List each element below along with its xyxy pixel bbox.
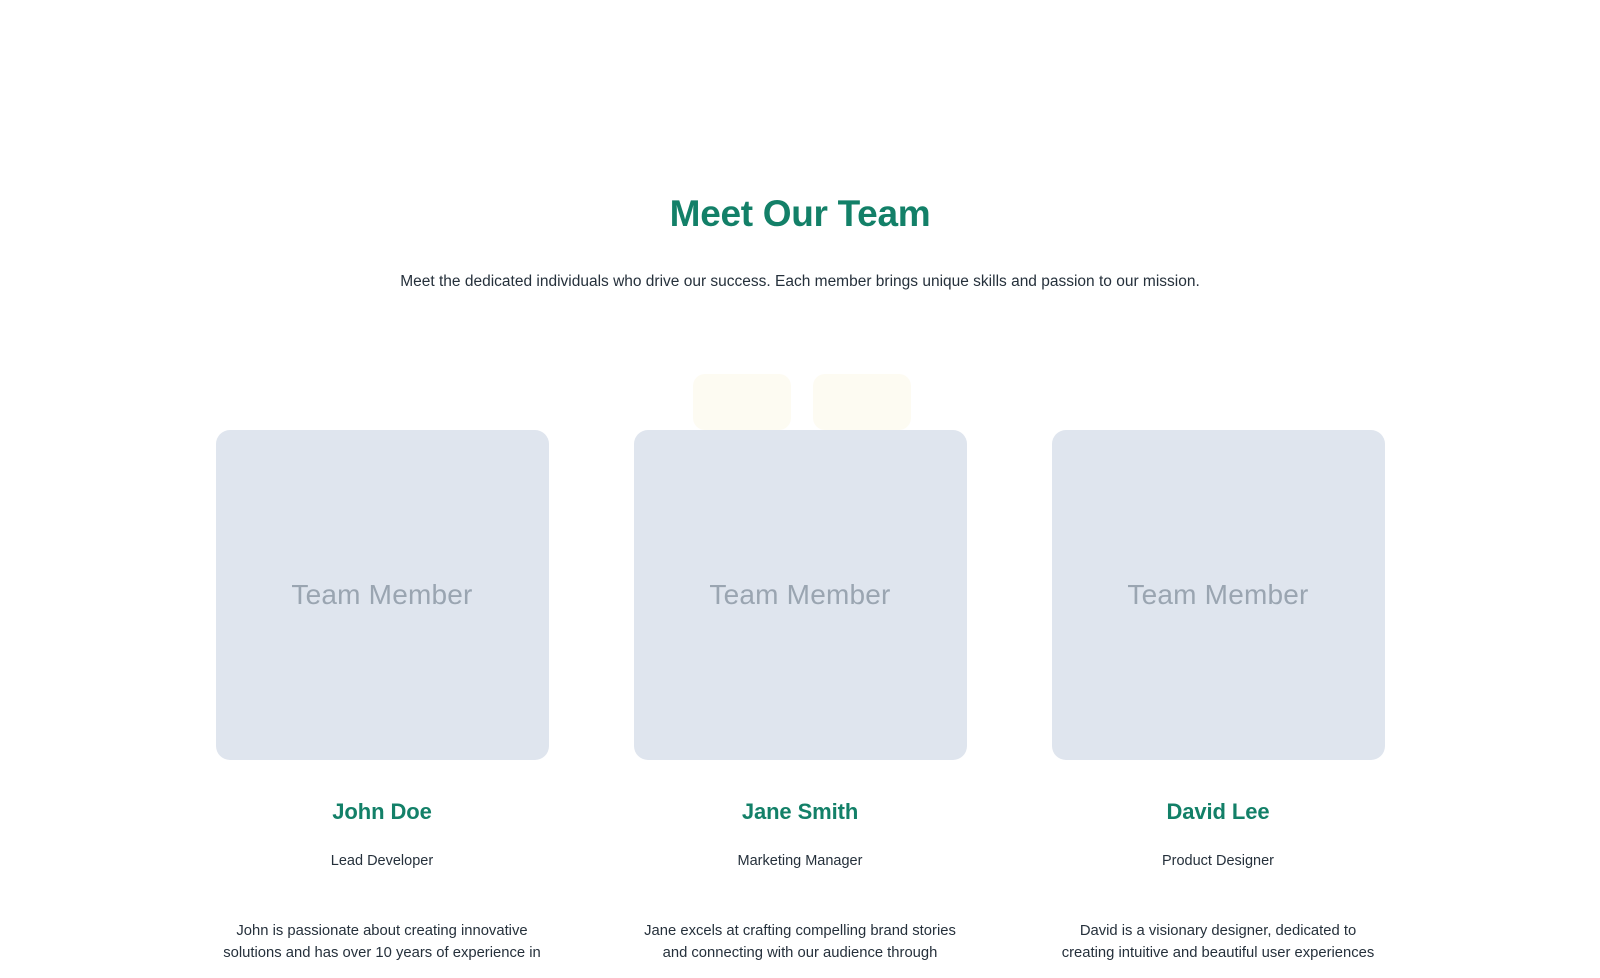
team-member-card[interactable]	[634, 430, 967, 964]
team-section-header	[0, 0, 1600, 294]
member-bio: John is passionate about creating innovative solutions and has over 10 years of experience in	[223, 923, 541, 961]
avatar	[634, 430, 967, 760]
avatar	[216, 430, 549, 760]
member-name: John Doe	[332, 799, 432, 824]
member-role: Marketing Manager	[737, 853, 863, 869]
avatar	[1052, 430, 1385, 760]
avatar-placeholder-label: Team Member	[291, 579, 473, 610]
member-role: Product Designer	[1161, 853, 1275, 869]
decor-chip-icon	[813, 374, 911, 430]
avatar-placeholder-label: Team Member	[709, 579, 891, 610]
team-member-card[interactable]	[1052, 430, 1385, 964]
decor-chip-icon	[693, 374, 791, 430]
team-member-card[interactable]	[216, 430, 549, 964]
page-title: Meet Our Team	[669, 193, 931, 234]
decorative-shapes	[0, 374, 1600, 434]
member-role: Lead Developer	[330, 853, 434, 869]
member-name: David Lee	[1166, 799, 1270, 824]
page-subtitle: Meet the dedicated individuals who drive our success. Each member brings unique skills and passion to our mission.	[400, 273, 1200, 291]
member-bio: Jane excels at crafting compelling brand stories and connecting with our audience through	[644, 923, 956, 961]
member-bio: David is a visionary designer, dedicated to creating intuitive and beautiful user experiences	[1061, 923, 1375, 961]
avatar-placeholder-label: Team Member	[1127, 579, 1309, 610]
member-name: Jane Smith	[741, 799, 859, 824]
team-member-grid	[0, 430, 1600, 964]
